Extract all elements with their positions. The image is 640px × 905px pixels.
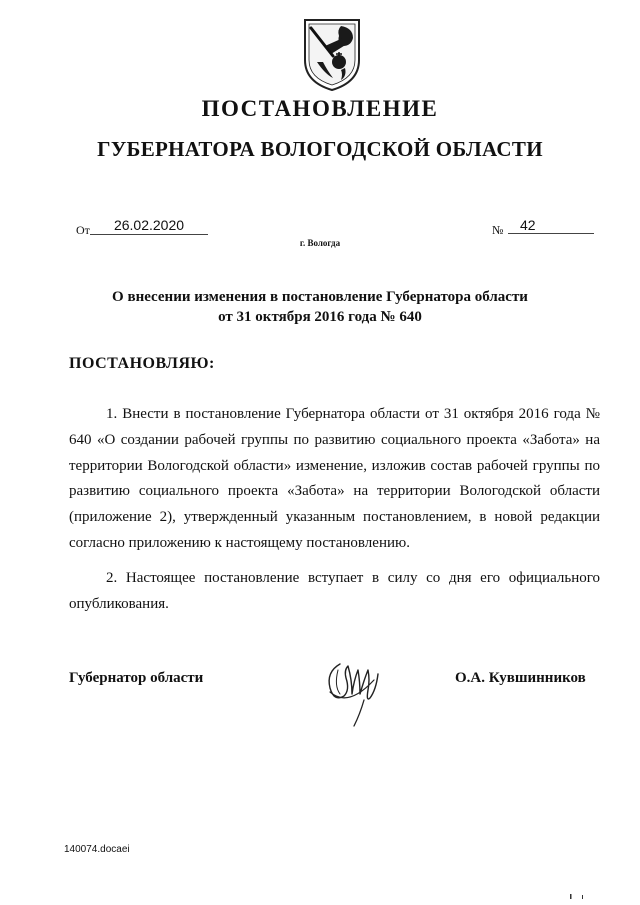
subject-line-1: О внесении изменения в постановление Губернатора области — [112, 289, 528, 305]
document-issuer: ГУБЕРНАТОРА ВОЛОГОДСКОЙ ОБЛАСТИ — [97, 137, 543, 161]
scan-marks — [568, 892, 588, 900]
paragraph-1: 1. Внести в постановление Губернатора области от 31 октября 2016 года № 640 «О создании рабочей группы по развитию социального проекта «Забота» на территории Вологодской области» изменение, изложив состав рабочей группы по развитию социального проекта «Забота» на территории Вологодской области (приложение 2), утвержденный указанным постановлением, в новой редакции согласно приложению к настоящему постановлению. — [69, 406, 600, 551]
paragraph-2: 2. Настоящее постановление вступает в силу со дня его официального опубликования. — [69, 570, 600, 612]
number-label: № — [492, 223, 504, 237]
coat-of-arms-icon — [297, 16, 367, 92]
document-subject — [60, 287, 580, 327]
signatory-position: Губернатор области — [69, 670, 204, 686]
document-title: ПОСТАНОВЛЕНИЕ — [201, 96, 439, 121]
number-value: 42 — [508, 216, 594, 234]
city-label: г. Вологда — [299, 238, 341, 248]
handwritten-signature — [318, 650, 388, 730]
file-code: 140074.docaei — [64, 844, 130, 855]
signatory-name: О.А. Кувшинников — [455, 670, 586, 686]
date-label: От — [76, 223, 90, 237]
date-value: 26.02.2020 — [90, 216, 208, 235]
subject-line-2: от 31 октября 2016 года № 640 — [218, 309, 422, 325]
decree-heading: ПОСТАНОВЛЯЮ: — [69, 355, 215, 372]
